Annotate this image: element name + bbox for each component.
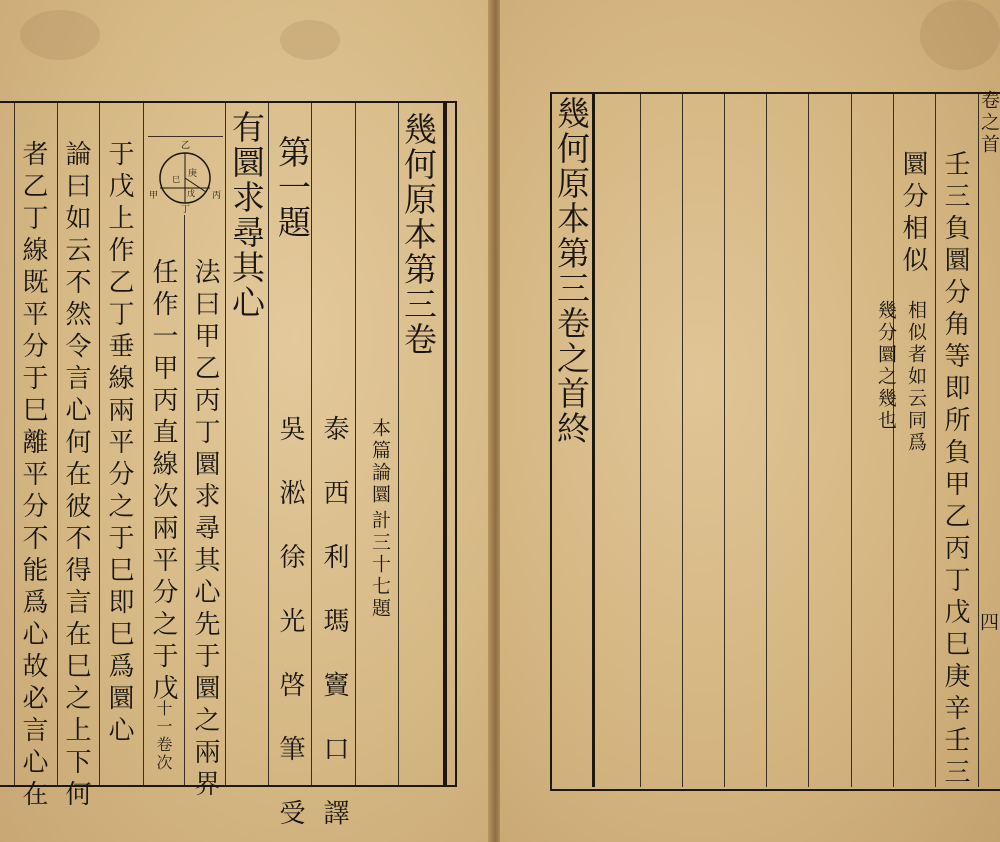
right-text-column-2: 圜分相似 [898,150,928,278]
reference-note: 十一卷次 [154,700,173,772]
volume-end-column: 幾何原本第三卷之首終 [552,96,591,446]
circle-diagram [146,136,224,214]
problem-statement-column: 有圜求尋其心 [227,110,266,320]
left-frame-heavy-rule [443,101,447,787]
column-rule [57,103,58,785]
right-text-column-1: 壬三負圜分角等即所負甲乙丙丁戊巳庚辛壬三 [940,150,970,790]
right-note-column-2: 幾分圜之幾也 [875,300,897,432]
column-rule [640,94,641,787]
column-rule [592,94,595,787]
column-rule [808,94,809,787]
paper-stain [20,10,100,60]
book-title-column: 幾何原本第三卷 [399,112,438,357]
right-note-column-1: 相似者如云同爲 [905,300,927,454]
label-center: 庚 [188,169,198,179]
column-rule [978,94,979,787]
paper-stain [920,0,1000,70]
column-rule [766,94,767,787]
column-rule [724,94,725,787]
label-left: 甲 [149,191,159,201]
proof-column-2: 者乙丁線既平分于巳離平分不能爲心故必言心在 [18,140,48,812]
page-number: 四 [977,612,999,634]
paper-stain [280,20,340,60]
construction-continued-column: 于戊上作乙丁垂線兩平分之于巳即巳爲圜心 [104,140,134,748]
scribe-column: 吳 淞 徐 光 啓 筆 受 [275,415,305,831]
problem-number-column: 第一題 [273,135,312,240]
proof-column-1: 論曰如云不然令言心何在彼不得言在巳之上下何 [61,140,91,812]
column-rule [99,103,100,785]
column-rule [143,103,144,785]
label-mid: 戊 [187,189,195,198]
right-page-frame [550,92,1000,791]
column-rule [225,103,226,785]
diagram-box [148,104,223,137]
column-rule [893,94,894,787]
label-top: 乙 [181,141,191,151]
chapter-note-column: 本篇論圜 [369,418,391,506]
label-right: 丙 [212,191,222,201]
label-bottom: 丁 [181,205,191,214]
column-rule [355,103,356,785]
column-rule [935,94,936,787]
label-inner: 巳 [172,175,180,184]
column-rule [184,215,185,785]
column-rule [851,94,852,787]
method-column: 法曰甲乙丙丁圜求尋其心先于圜之兩界 [190,258,220,802]
construction-column: 任作一甲丙直線次兩平分之于戊 [148,258,178,706]
column-rule [682,94,683,787]
column-rule [14,103,15,785]
problem-count-column: 計三十七題 [369,510,391,620]
column-rule [268,103,269,785]
translator-column: 泰 西 利 瑪 竇 口 譯 [319,415,349,831]
margin-chapter-label: 卷之首 [978,90,1000,156]
